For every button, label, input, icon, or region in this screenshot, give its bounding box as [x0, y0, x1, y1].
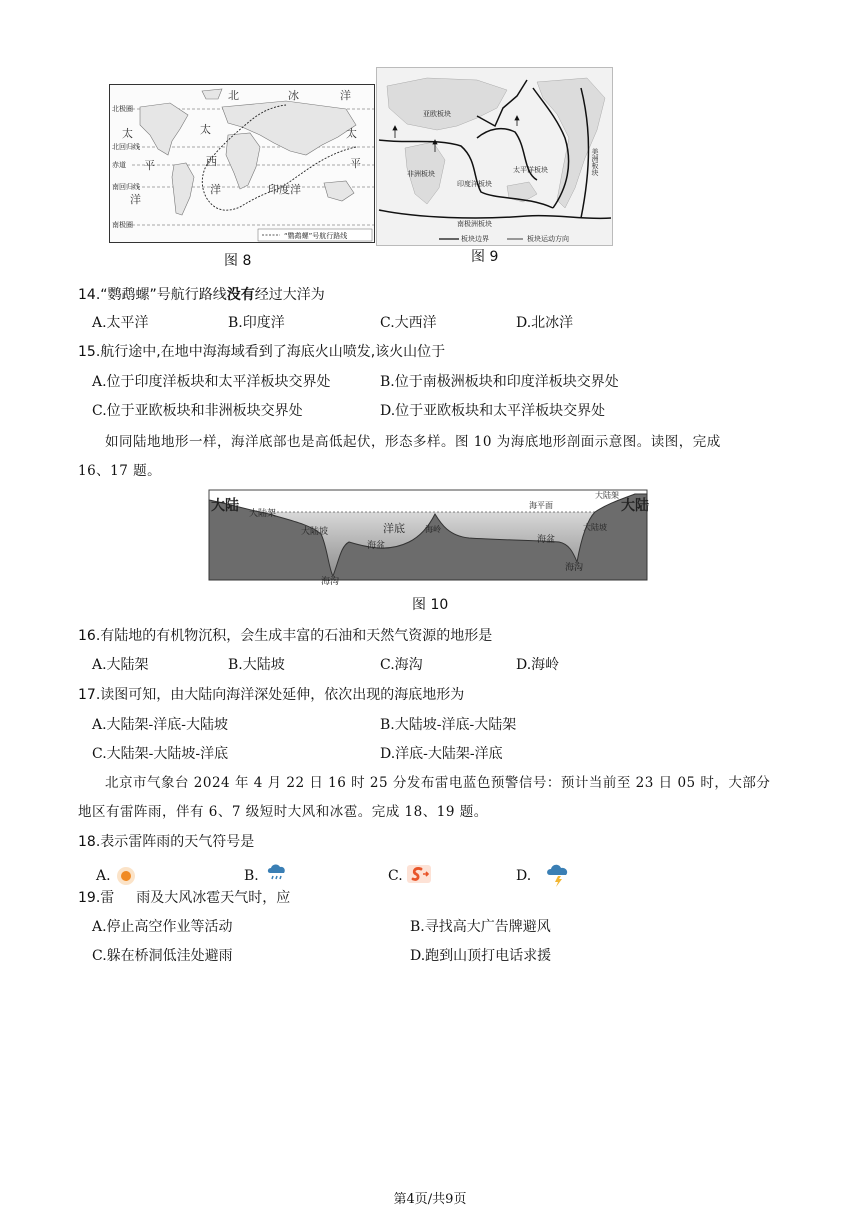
q19-option-d: D.跑到山顶打电话求援: [410, 948, 552, 964]
lat-label: 北回归线: [112, 143, 140, 151]
q14-stem-bold: 没有: [226, 287, 255, 303]
q17-option-a: A.大陆架-洋底-大陆坡: [92, 717, 229, 733]
ocean-label: 冰: [288, 89, 299, 102]
slope-right-label: 大陆坡: [583, 523, 607, 532]
lat-label: 北极圈: [112, 105, 133, 113]
figure-8-caption: 图 8: [224, 253, 252, 269]
q15-stem: 15.航行途中,在地中海海域看到了海底火山喷发,该火山位于: [78, 344, 446, 360]
q15-option-c: C.位于亚欧板块和非洲板块交界处: [92, 403, 303, 419]
q19-option-b: B.寻找高大广告牌避风: [410, 919, 551, 935]
intro-18-line1: 北京市气象台 2024 年 4 月 22 日 16 时 25 分发布雷电蓝色预警信号：预计当前至 23 日 05 时，大部分: [105, 775, 771, 791]
q18-option-c-label: C.: [388, 868, 403, 884]
plate-label: 非洲板块: [407, 170, 435, 178]
q19-option-c: C.躲在桥洞低洼处避雨: [92, 948, 233, 964]
ocean-label: 洋: [130, 193, 141, 206]
ocean-label: 平: [144, 159, 155, 172]
ocean-label: 洋: [210, 183, 221, 196]
figure-9-caption: 图 9: [471, 249, 499, 265]
ocean-label: 太: [200, 123, 211, 136]
q16-option-b: B.大陆坡: [228, 657, 285, 673]
q19-stem-post: 雨及大风冰雹天气时，应: [136, 890, 291, 906]
ocean-label: 平: [350, 157, 361, 170]
q16-option-d: D.海岭: [516, 657, 560, 673]
q18-option-b-label: B.: [244, 868, 259, 884]
shelf-left-label: 大陆架: [249, 509, 277, 519]
q18-stem: 18.表示雷阵雨的天气符号是: [78, 834, 255, 850]
ridge-label: 海岭: [425, 525, 441, 534]
rain-cloud-icon: [265, 860, 289, 884]
plate-label: 印度洋板块: [457, 180, 492, 188]
q17-stem: 17.读图可知，由大陆向海洋深处延伸，依次出现的海底地形为: [78, 687, 465, 703]
page-number: 第4页/共9页: [393, 1192, 467, 1207]
basin-right-label: 海盆: [537, 535, 556, 545]
q15-option-b: B.位于南极洲板块和印度洋板块交界处: [380, 374, 619, 390]
ocean-label: 印度洋: [268, 183, 301, 196]
ocean-label: 洋: [340, 89, 351, 102]
q18-option-a-label: A.: [96, 868, 111, 884]
q15-option-a: A.位于印度洋板块和太平洋板块交界处: [92, 374, 331, 390]
plate-label: 南极洲板块: [457, 220, 492, 228]
plates-map-svg: [377, 68, 612, 245]
right-continent-label: 大陆: [621, 498, 649, 514]
left-continent-label: 大陆: [211, 498, 239, 514]
q14-stem-pre: 14.“鹦鹉螺”号航行路线: [78, 287, 227, 303]
plate-label: 亚欧板块: [423, 110, 451, 118]
q16-option-a: A.大陆架: [92, 657, 149, 673]
q14-stem-post: 经过大洋为: [254, 287, 325, 303]
q17-option-c: C.大陆架-大陆坡-洋底: [92, 746, 229, 762]
figure-10-profile: [209, 490, 649, 587]
basin-left-label: 海盆: [367, 541, 386, 551]
q19-stem: [78, 888, 290, 908]
lat-label: 赤道: [112, 161, 126, 169]
slope-left-label: 大陆坡: [301, 527, 329, 537]
ocean-label: 北: [228, 89, 239, 102]
trench-right-label: 海沟: [565, 563, 584, 573]
q14-option-a: A.太平洋: [92, 315, 149, 331]
q14-stem: [78, 285, 325, 305]
q15-option-d: D.位于亚欧板块和太平洋板块交界处: [380, 403, 606, 419]
q18-option-d-label: D.: [516, 868, 532, 884]
q19-option-a: A.停止高空作业等活动: [92, 919, 233, 935]
q17-option-b: B.大陆坡-洋底-大陆架: [380, 717, 517, 733]
motion-legend: 板块运动方向: [527, 235, 569, 243]
route-legend: “鹦鹉螺”号航行路线: [284, 232, 348, 240]
lat-label: 南回归线: [112, 183, 140, 191]
figure-8-map: [109, 84, 375, 243]
trench-left-label: 海沟: [321, 577, 340, 587]
q14-option-b: B.印度洋: [228, 315, 285, 331]
q16-option-c: C.海沟: [380, 657, 423, 673]
intro-18-line2: 地区有雷阵雨，伴有 6、7 级短时大风和冰雹。完成 18、19 题。: [78, 804, 488, 820]
ocean-floor-label: 洋底: [383, 522, 405, 535]
q14-option-d: D.北冰洋: [516, 315, 574, 331]
boundary-legend: 板块边界: [461, 235, 489, 243]
lat-label: 南极圈: [112, 221, 133, 229]
world-map-route-svg: [110, 85, 374, 242]
q17-option-d: D.洋底-大陆架-洋底: [380, 746, 503, 762]
intro-16-line1: 如同陆地地形一样，海洋底部也是高低起伏，形态多样。图 10 为海底地形剖面示意图。读图，完成: [105, 434, 721, 450]
plate-label: 太平洋板块: [513, 166, 548, 174]
figure-9-map: [376, 67, 613, 246]
sun-icon: [116, 866, 136, 886]
figure-10-caption: 图 10: [412, 597, 449, 613]
thunderstorm-icon: [544, 860, 572, 888]
plate-label: 美洲板块: [591, 148, 599, 176]
ocean-label: 太: [346, 127, 357, 140]
sea-level-label: 海平面: [529, 501, 553, 510]
seabed-profile-svg: [209, 490, 649, 587]
shelf-right-label: 大陆架: [595, 491, 619, 500]
q16-stem: 16.有陆地的有机物沉积，会生成丰富的石油和天然气资源的地形是: [78, 628, 493, 644]
ocean-label: 西: [206, 155, 217, 168]
q14-option-c: C.大西洋: [380, 315, 437, 331]
intro-16-line2: 16、17 题。: [78, 463, 162, 479]
ocean-label: 太: [122, 127, 133, 140]
q19-stem-pre: 19.雷: [78, 890, 115, 906]
typhoon-icon: [406, 863, 432, 885]
